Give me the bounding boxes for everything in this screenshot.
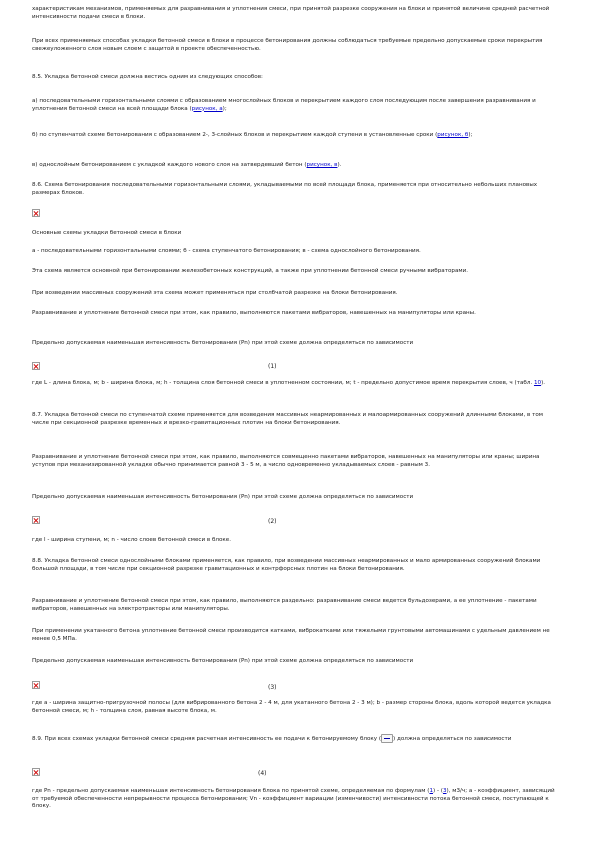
list-item-tail: ); bbox=[468, 132, 473, 138]
paragraph: Разравнивание и уплотнение бетонной смеси при этом, как правило, выполняются пакетами вибраторов, навешенных на манипуляторы или краны. bbox=[32, 310, 476, 316]
list-item-tail: ). bbox=[337, 162, 342, 168]
section-8-9 bbox=[32, 734, 556, 744]
list-item-text: в) однослойным бетонированием с укладкой каждого нового слоя на затвердевший бетон ( bbox=[32, 162, 307, 168]
paragraph: Разравнивание и уплотнение бетонной смеси при этом, как правило, выполняются раздельно: разравнивание смеси ведется бульдозерами, а ее уплотнение - пакетами вибраторов, навешенных на электротракторы или манипуляторы. bbox=[32, 598, 537, 612]
list-item-tail: ); bbox=[222, 105, 227, 112]
paragraph-text: 8.9. При всех схемах укладки бетонной смеси средняя расчетная интенсивность ее подачи к бетонируемому блоку ( bbox=[32, 736, 382, 742]
list-item-text: б) по ступенчатой схеме бетонирования с образованием 2-, 3-слойных блоков и перекрытием каждой ступени в установленные сроки ( bbox=[32, 132, 438, 138]
paragraph-tail: ) должна определяться по зависимости bbox=[393, 736, 512, 742]
paragraph: Предельно допускаемая наименьшая интенсивность бетонирования (Pn) при этой схеме должна определяться по зависимости bbox=[32, 340, 414, 346]
formula-image-broken-icon bbox=[32, 681, 40, 689]
equation-number: (1) bbox=[268, 363, 277, 370]
table-link-10[interactable]: 10 bbox=[533, 380, 542, 386]
equation-number: (4) bbox=[258, 770, 267, 777]
section-8-8: 8.8. Укладка бетонной смеси однослойными блоками применяется, как правило, при возведении массивных неармированных и мало армированных сооружений блоками большой площади, в том числе при секционной разрезке гравитационных и контрфорсных плотин на блоки бетонирования. bbox=[32, 558, 541, 572]
list-item-b bbox=[32, 132, 556, 140]
broken-image-icon bbox=[32, 209, 40, 217]
inline-formula-icon bbox=[381, 734, 393, 743]
figure-link-a[interactable]: рисунок, а bbox=[191, 105, 223, 112]
figure-legend: а - последовательными горизонтальными слоями; б - схема ступенчатого бетонирования; в - схема однослойного бетонирования. bbox=[32, 248, 421, 254]
paragraph: Эта схема является основной при бетонировании железобетонных конструкций, а также при уплотнении бетонной смеси ручными вибраторами. bbox=[32, 268, 469, 274]
paragraph bbox=[32, 788, 556, 811]
paragraph: Предельно допускаемая наименьшая интенсивность бетонирования (Pn) при этой схеме должна определяться по зависимости bbox=[32, 658, 414, 664]
equation-number: (3) bbox=[268, 684, 277, 691]
formula-image-broken-icon bbox=[32, 362, 40, 370]
list-item-a bbox=[32, 98, 556, 113]
paragraph-text: где Pn - предельно допускаемая наименьшая интенсивность бетонирования блока по принятой схеме, определяемая по формулам ( bbox=[32, 788, 430, 794]
list-item-text: а) последовательными горизонтальными слоями с образованием многослойных блоков и перекрытием каждого слоя последующим после завершения разравнивания и уплотнения бетонной смеси на всей площади блока ( bbox=[32, 98, 536, 112]
paragraph-tail: ), м3/ч; a - коэффициент, зависящий от требуемой обеспеченности непрерывности процесса бетонирования; Vn - коэффициент вариации (изменчивости) интенсивности потока бетонной смеси, поступающей к блоку. bbox=[32, 788, 555, 810]
paragraph: где a - ширина защитно-пригрузочной полосы (для вибрированного бетона 2 - 4 м, для укатанного бетона 2 - 3 м); b - размер стороны блока, вдоль которой ведется укладка бетонной смеси, м; h - толщина слоя, равная высоте блока, м. bbox=[32, 700, 551, 714]
paragraph-text: где L - длина блока, м; b - ширина блока, м; h - толщина слоя бетонной смеси в уплотненном состоянии, м; t - предельно допустимое время перекрытия слоев, ч (табл. bbox=[32, 380, 534, 386]
paragraph-text: ) - ( bbox=[433, 788, 443, 794]
section-8-7: 8.7. Укладка бетонной смеси по ступенчатой схеме применяется для возведения массивных неармированных и малоармированных сооружений длинными блоками, в том числе при секционной разрезке временных и врезко-гравитационных плотин на блоки бетонирования. bbox=[32, 412, 544, 426]
paragraph: При применении укатанного бетона уплотнение бетонной смеси производится катками, виброкатками или тяжелыми грунтовыми автомашинами с удельным давлением не менее 0,5 МПа. bbox=[32, 628, 550, 642]
figure-link-b[interactable]: рисунок, б bbox=[437, 132, 469, 138]
formula-link-3[interactable]: 3 bbox=[442, 788, 447, 794]
paragraph: где l - ширина ступени, м; n - число слоев бетонной смеси в блоке. bbox=[32, 537, 232, 543]
paragraph-tail: ). bbox=[541, 380, 546, 386]
paragraph: характеристикам механизмов, применяемых для разравнивания и уплотнения смеси, при принятой разрезке сооружения на блоки и принятой величине средней расчетной интенсивности подачи смеси в блоки. bbox=[32, 6, 550, 20]
paragraph: При возведении массивных сооружений эта схема может применяться при столбчатой разрезке на блоки бетонирования. bbox=[32, 290, 398, 296]
equation-number: (2) bbox=[268, 518, 277, 525]
formula-image-broken-icon bbox=[32, 768, 40, 776]
list-item-c bbox=[32, 162, 556, 170]
formula-image-broken-icon bbox=[32, 516, 40, 524]
paragraph: Разравнивание и уплотнение бетонной смеси при этом, как правило, выполняются совмещенно пакетами вибраторов, навешенных на манипуляторы или краны; ширина уступов при механизированной укладке обычно принимается равной 3 - 5 м, а число одновременно укладываемых слоев - равным 3. bbox=[32, 454, 540, 468]
figure-link-c[interactable]: рисунок, в bbox=[306, 162, 338, 168]
section-8-6: 8.6. Схема бетонирования последовательными горизонтальными слоями, укладываемыми по всей площади блока, применяется при относительно небольших плановых размерах блоков. bbox=[32, 182, 538, 196]
formula-link-1[interactable]: 1 bbox=[429, 788, 433, 794]
section-8-5-heading: 8.5. Укладка бетонной смеси должна вестись одним из следующих способов: bbox=[32, 74, 263, 80]
figure-caption: Основные схемы укладки бетонной смеси в блоки bbox=[32, 230, 182, 236]
paragraph: При всех применяемых способах укладки бетонной смеси в блоки в процессе бетонирования должны соблюдаться требуемые предельно допускаемые сроки перекрытия свежеуложенного слоя новым слоем с защитой в проекте обеспеченностью. bbox=[32, 38, 543, 52]
paragraph: Предельно допускаемая наименьшая интенсивность бетонирования (Pn) при этой схеме должна определяться по зависимости bbox=[32, 494, 414, 500]
paragraph bbox=[32, 380, 556, 388]
